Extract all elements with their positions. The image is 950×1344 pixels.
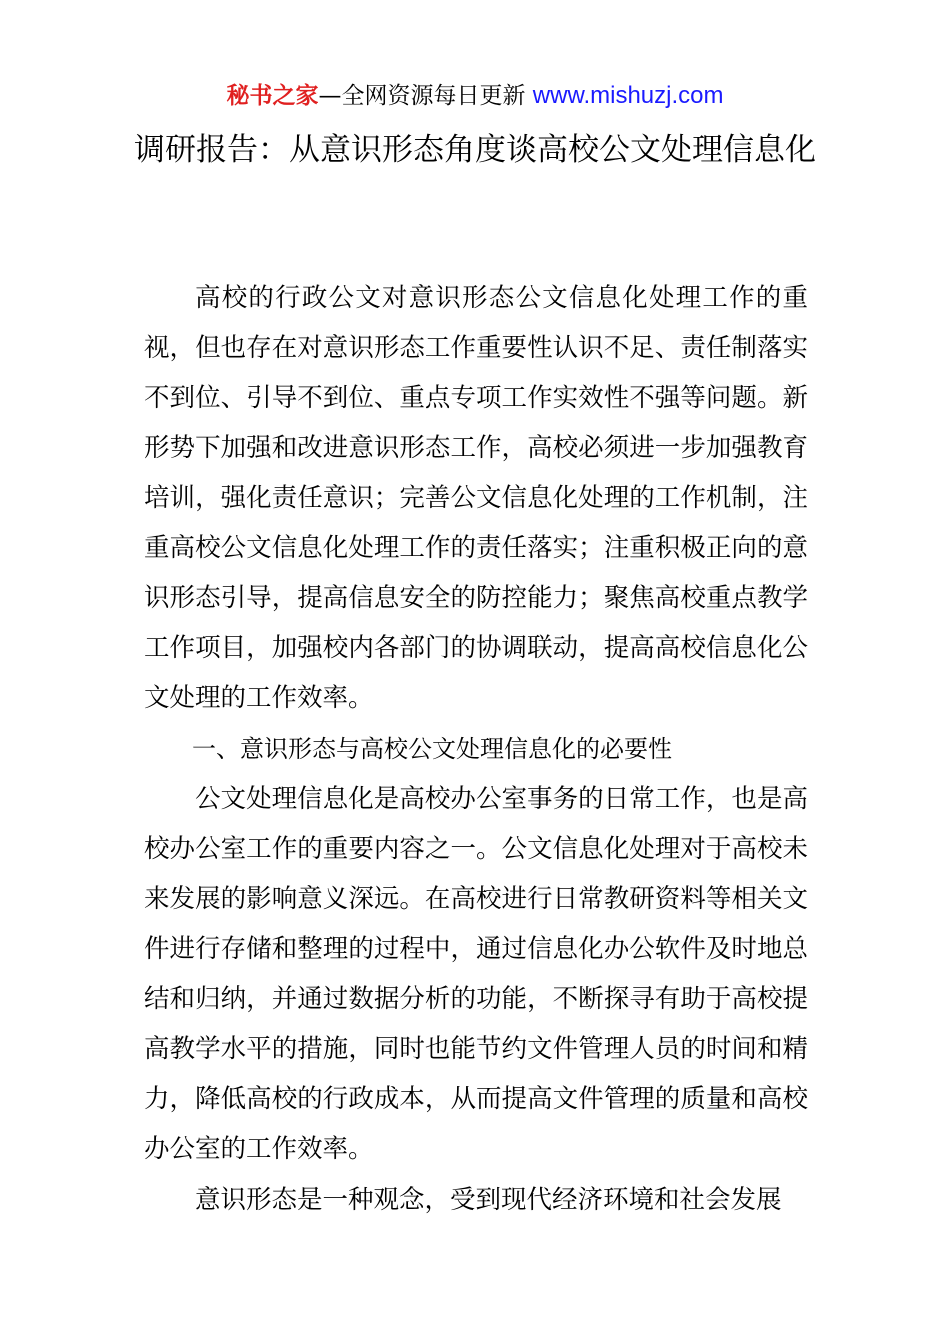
site-tagline: —全网资源每日更新 [318, 83, 526, 109]
paragraph-ideology: 意识形态是一种观念，受到现代经济环境和社会发展 [195, 1185, 782, 1215]
document-title: 调研报告：从意识形态角度谈高校公文处理信息化 [134, 132, 816, 168]
paragraph-section-1: 公文处理信息化是高校办公室事务的日常工作，也是高校办公室工作的重要内容之一。公文信息化处理对于高校未来发展的影响意义深远。在高校进行日常教研资料等相关文件进行存储和整理的过程中，通过信息化办公软件及时地总结和归纳，并通过数据分析的功能，不断探寻有助于高校提高教学水平的措施，同时也能节约文件管理人员的时间和精力，降低高校的行政成本，从而提高文件管理的质量和高校办公室的工作效率。 [144, 784, 808, 1164]
site-header [0, 81, 950, 111]
site-url-link[interactable]: www.mishuzj.com [532, 82, 724, 109]
section-heading-1: 一、意识形态与高校公文处理信息化的必要性 [192, 735, 672, 763]
site-brand: 秘书之家 [226, 83, 319, 109]
document-body [144, 273, 808, 1225]
paragraph-intro: 高校的行政公文对意识形态公文信息化处理工作的重视，但也存在对意识形态工作重要性认识不足、责任制落实不到位、引导不到位、重点专项工作实效性不强等问题。新形势下加强和改进意识形态工作，高校必须进一步加强教育培训，强化责任意识；完善公文信息化处理的工作机制，注重高校公文信息化处理工作的责任落实；注重积极正向的意识形态引导，提高信息安全的防控能力；聚焦高校重点教学工作项目，加强校内各部门的协调联动，提高高校信息化公文处理的工作效率。 [144, 283, 808, 713]
